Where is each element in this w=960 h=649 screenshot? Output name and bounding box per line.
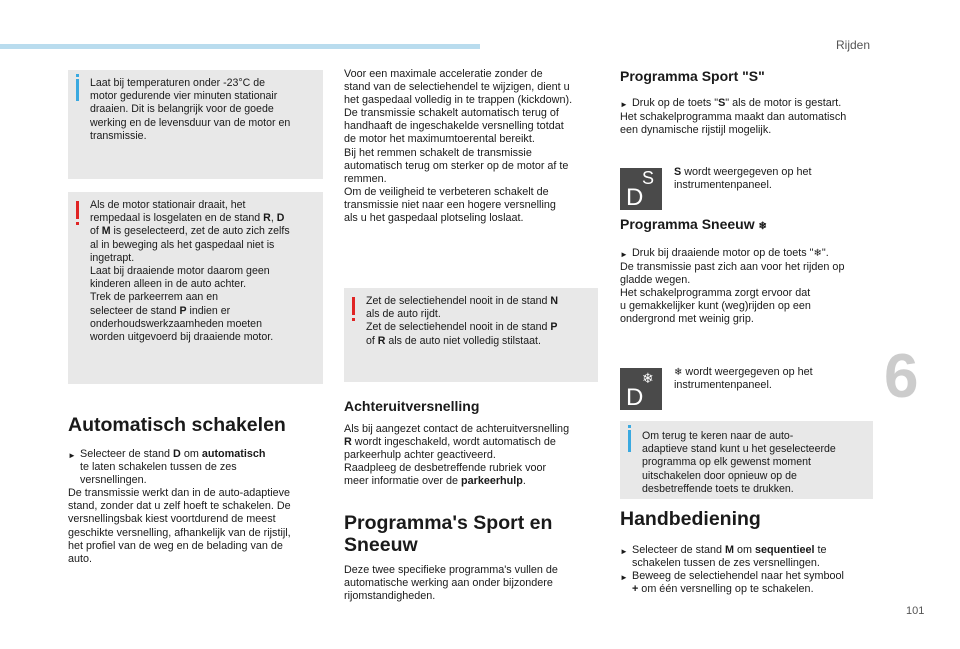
body-line: Voor een maximale acceleratie zonder de bbox=[344, 68, 543, 80]
body-line: u gemakkelijker kunt (weg)rijden op een bbox=[620, 300, 811, 313]
list-item: ► Selecteer de stand D om automatisch te laten schakelen tussen de zes versnellingen. bbox=[68, 448, 266, 487]
list-item: ► Selecteer de stand M om sequentieel te schakelen tussen de zes versnellingen. bbox=[620, 544, 827, 570]
manual-section bbox=[620, 508, 880, 596]
sport-snow-section bbox=[344, 512, 604, 603]
pointer-icon: ► bbox=[68, 451, 76, 460]
body-line: Deze twee specifieke programma's vullen de bbox=[344, 564, 558, 576]
section-title-sport-snow: Sneeuw bbox=[344, 534, 418, 556]
body-line: De transmissie past zich aan voor het rijden op bbox=[620, 261, 845, 274]
snowflake-icon: ❄ bbox=[813, 248, 822, 259]
body-line: Raadpleeg de desbetreffende rubriek voor bbox=[344, 462, 547, 475]
snowflake-icon: ❄ bbox=[758, 221, 767, 232]
snow-caption: ❄ wordt weergegeven op het instrumentenpaneel. bbox=[674, 366, 813, 391]
sport-mode-indicator-icon: S D bbox=[620, 168, 662, 210]
body-line: transmissie niet naar een hogere versnelling bbox=[344, 198, 556, 211]
body-line: het profiel van de weg en de belading van de bbox=[68, 539, 283, 552]
body-line: als u het gaspedaal plotseling loslaat. bbox=[344, 212, 524, 225]
body-line: remmen. bbox=[344, 172, 387, 185]
info-icon bbox=[628, 430, 631, 452]
pointer-icon: ► bbox=[620, 250, 628, 259]
header-bar bbox=[0, 44, 480, 49]
body-line: R wordt ingeschakeld, wordt automatisch de bbox=[344, 436, 556, 449]
section-title-manual: Handbediening bbox=[620, 508, 761, 530]
sport-section bbox=[620, 68, 880, 137]
info-icon bbox=[76, 79, 79, 101]
body-line: stand van de selectiehendel te wijzigen, dient u bbox=[344, 81, 570, 94]
warning-line: Zet de selectiehendel nooit in de stand P bbox=[366, 321, 558, 334]
pointer-icon: ► bbox=[620, 100, 628, 109]
warning-line: Als de motor stationair draait, het bbox=[90, 199, 246, 211]
list-item: ► Beweeg de selectiehendel naar het symbool + om één versnelling op te schakelen. bbox=[620, 570, 844, 596]
info-line: adaptieve stand kunt u het geselecteerde bbox=[642, 443, 836, 456]
body-line: De transmissie schakelt automatisch terug of bbox=[344, 107, 559, 120]
warning-box-idle bbox=[68, 192, 323, 384]
info-line: Laat bij temperaturen onder -23°C de bbox=[90, 77, 266, 89]
pointer-icon: ► bbox=[620, 547, 628, 556]
body-line: gladde wegen. bbox=[620, 274, 691, 287]
body-line: handhaaft de ingeschakelde versnelling totdat bbox=[344, 120, 564, 133]
warning-line: ingetrapt. bbox=[90, 251, 135, 264]
chapter-number: 6 bbox=[884, 342, 919, 411]
warning-line: selecteer de stand P indien er bbox=[90, 304, 231, 317]
info-line: Om terug te keren naar de auto- bbox=[642, 430, 794, 442]
info-line: programma op elk gewenst moment bbox=[642, 456, 811, 469]
body-line: Het schakelprogramma zorgt ervoor dat bbox=[620, 287, 811, 300]
info-line: transmissie. bbox=[90, 129, 147, 142]
body-line: parkeerhulp achter geactiveerd. bbox=[344, 449, 496, 462]
body-line: automatische werking aan onder bijzondere bbox=[344, 577, 553, 590]
section-title-auto: Automatisch schakelen bbox=[68, 414, 286, 436]
body-line: meer informatie over de parkeerhulp. bbox=[344, 475, 526, 488]
auto-section bbox=[68, 414, 328, 566]
info-line: desbetreffende toets te drukken. bbox=[642, 482, 794, 495]
body-line: Als bij aangezet contact de achteruitversnelling bbox=[344, 423, 570, 435]
section-title-reverse: Achteruitversnelling bbox=[344, 398, 480, 414]
warning-line: worden uitgevoerd bij draaiende motor. bbox=[90, 331, 274, 344]
list-item: ► Druk op de toets "S" als de motor is gestart. bbox=[620, 97, 880, 111]
body-line: auto. bbox=[68, 552, 93, 565]
warning-line: of M is geselecteerd, zet de auto zich zelfs bbox=[90, 225, 290, 238]
body-line: automatisch terug om sterker op de motor af te bbox=[344, 159, 569, 172]
page-number: 101 bbox=[906, 605, 925, 617]
warning-line: onderhoudswerkzaamheden moeten bbox=[90, 317, 262, 330]
warning-line: als de auto rijdt. bbox=[366, 308, 441, 321]
body-line: geschikte versnelling, afhankelijk van de rijstijl, bbox=[68, 526, 291, 539]
pointer-icon: ► bbox=[620, 573, 628, 583]
body-line: de motor het maximumtoerental bereikt. bbox=[344, 133, 535, 146]
body-line: ondergrond met weinig grip. bbox=[620, 313, 754, 326]
body-line: het gaspedaal volledig in te trappen (kickdown). bbox=[344, 94, 573, 107]
body-line: Bij het remmen schakelt de transmissie bbox=[344, 146, 532, 159]
info-line: draaien. Dit is belangrijk voor de goede bbox=[90, 103, 274, 116]
warning-icon bbox=[76, 201, 79, 219]
warning-line: Trek de parkeerrem aan en bbox=[90, 291, 218, 304]
reverse-section bbox=[344, 398, 604, 488]
section-title-snow: Programma Sneeuw ❄ bbox=[620, 216, 767, 232]
info-box-temperature bbox=[68, 70, 323, 179]
body-line: een dynamische rijstijl mogelijk. bbox=[620, 124, 772, 137]
warning-line: al in beweging als het gaspedaal niet is bbox=[90, 238, 275, 251]
warning-line: of R als de auto niet volledig stilstaat. bbox=[366, 334, 541, 347]
info-line: uitschakelen door opnieuw op de bbox=[642, 469, 797, 482]
warning-line: kinderen alleen in de auto achter. bbox=[90, 278, 247, 291]
warning-box-lever bbox=[344, 288, 598, 382]
body-line: stand, zonder dat u zelf hoeft te schakelen. De bbox=[68, 500, 291, 513]
body-line: De transmissie werkt dan in de auto-adaptieve bbox=[68, 487, 291, 500]
warning-line: Zet de selectiehendel nooit in de stand N bbox=[366, 295, 558, 307]
section-title-sport-snow: Programma's Sport en bbox=[344, 512, 553, 534]
warning-line: rempedaal is losgelaten en de stand R, D bbox=[90, 212, 285, 225]
list-item: ► Druk bij draaiende motor op de toets "❄". bbox=[620, 247, 880, 261]
body-line: Het schakelprogramma maakt dan automatisch bbox=[620, 111, 847, 124]
section-title-sport: Programma Sport "S" bbox=[620, 68, 765, 84]
snowflake-icon: ❄ bbox=[674, 367, 683, 378]
kickdown-text bbox=[344, 68, 604, 225]
snow-section bbox=[620, 216, 880, 327]
warning-line: Laat bij draaiende motor daarom geen bbox=[90, 265, 270, 278]
snow-mode-indicator-icon: ❄ D bbox=[620, 368, 662, 410]
body-line: Om de veiligheid te verbeteren schakelt de bbox=[344, 185, 549, 198]
body-line: versnellingsbak kiest voortdurend de meest bbox=[68, 513, 276, 526]
info-line: werking en de levensduur van de motor en bbox=[90, 116, 291, 129]
warning-icon bbox=[352, 297, 355, 315]
info-box-return bbox=[620, 421, 873, 499]
body-line: rijomstandigheden. bbox=[344, 590, 436, 603]
sport-caption: S wordt weergegeven op het instrumentenpaneel. bbox=[674, 166, 812, 191]
info-line: motor gedurende vier minuten stationair bbox=[90, 90, 278, 103]
section-label: Rijden bbox=[836, 38, 871, 52]
